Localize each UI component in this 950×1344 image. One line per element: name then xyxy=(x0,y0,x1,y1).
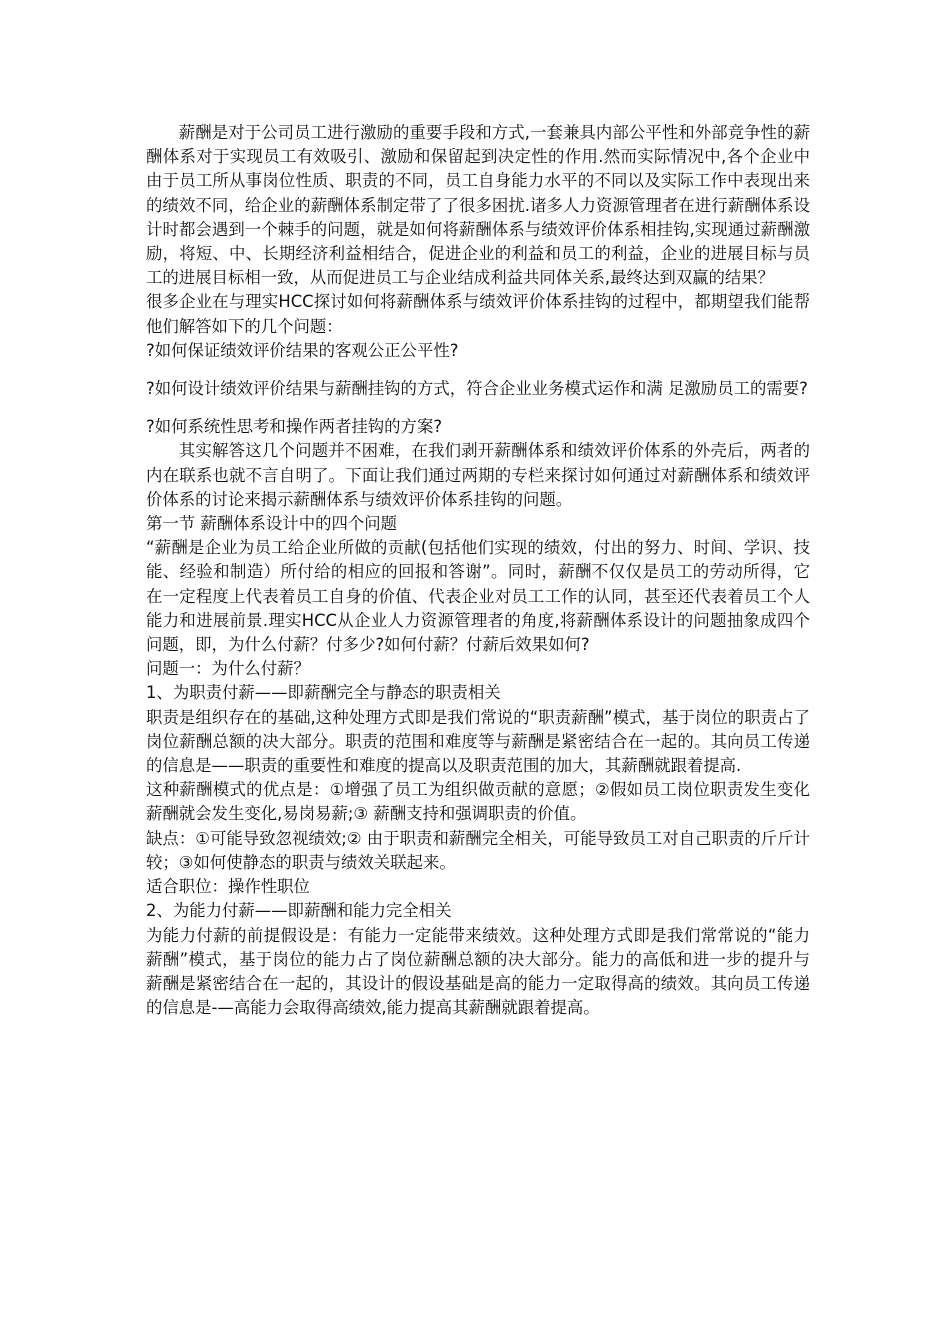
subheading-ability-pay: 2、为能力付薪——即薪酬和能力完全相关 xyxy=(146,901,452,921)
question-3: ?如何系统性思考和操作两者挂钩的方案? xyxy=(146,417,443,437)
paragraph-definition: “薪酬是企业为员工给企业所做的贡献(包括他们实现的绩效，付出的努力、时间、学识、技能、经验和制造）所付给的相应的回报和答谢”。同时，薪酬不仅仅是员工的劳动所得，它在一定程度上代表着员工自身的价值、代表企业对员工工作的认同，甚至还代表着员工个人能力和进展前景.理实HCC从企业人力资源管理者的角度,将薪酬体系设计的问题抽象成四个问题，即，为什么付薪？付多少?如何付薪？付薪后效果如何? xyxy=(146,538,810,655)
question-2: ?如何设计绩效评价结果与薪酬挂钩的方式，符合企业业务模式运作和满 足激励员工的需要? xyxy=(146,379,808,399)
paragraph-intro: 薪酬是对于公司员工进行激励的重要手段和方式,一套兼具内部公平性和外部竞争性的薪酬体系对于实现员工有效吸引、激励和保留起到决定性的作用.然而实际情况中,各个企业中由于员工所从事岗位性质、职责的不同，员工自身能力水平的不同以及实际工作中表现出来的绩效不同，给企业的薪酬体系制定带了了很多困扰.诸多人力资源管理者在进行薪酬体系设计时都会遇到一个棘手的问题，就是如何将薪酬体系与绩效评价体系相挂钩,实现通过薪酬激励，将短、中、长期经济利益相结合，促进企业的利益和员工的利益，企业的进展目标与员工的进展目标相一致，从而促进员工与企业结成利益共同体关系,最终达到双赢的结果？ xyxy=(146,123,810,288)
problem-heading: 问题一：为什么付薪？ xyxy=(146,659,310,679)
paragraph-ability-pay: 为能力付薪的前提假设是：有能力一定能带来绩效。这种处理方式即是我们常常说的“能力薪酬”模式，基于岗位的能力占了岗位薪酬总额的决大部分。能力的高低和进一步的提升与薪酬是紧密结合在一起的，其设计的假设基础是高的能力一定取得高的绩效。其向员工传递的信息是-—高能力会取得高绩效,能力提高其薪酬就跟着提高。 xyxy=(146,925,810,1018)
paragraph-answer: 其实解答这几个问题并不困难，在我们剥开薪酬体系和绩效评价体系的外壳后，两者的内在联系也就不言自明了。下面让我们通过两期的专栏来探讨如何通过对薪酬体系和绩效评价体系的讨论来揭示薪酬体系与绩效评价体系挂钩的问题。 xyxy=(146,441,810,509)
paragraph-advantages: 这种薪酬模式的优点是：①增强了员工为组织做贡献的意愿；②假如员工岗位职责发生变化薪酬就会发生变化,易岗易薪;③ 薪酬支持和强调职责的价值。 xyxy=(146,780,810,824)
paragraph-questions-intro: 很多企业在与理实HCC探讨如何将薪酬体系与绩效评价体系挂钩的过程中，都期望我们能帮他们解答如下的几个问题： xyxy=(146,292,810,336)
section-heading: 第一节 薪酬体系设计中的四个问题 xyxy=(146,514,398,534)
paragraph-duty-pay: 职责是组织存在的基础,这种处理方式即是我们常说的“职责薪酬”模式，基于岗位的职责占了岗位薪酬总额的决大部分。职责的范围和难度等与薪酬是紧密结合在一起的。其向员工传递的信息是——职责的重要性和难度的提高以及职责范围的加大，其薪酬就跟着提高. xyxy=(146,707,810,776)
paragraph-suitable-position: 适合职位：操作性职位 xyxy=(146,877,310,897)
question-1: ?如何保证绩效评价结果的客观公正公平性? xyxy=(146,340,459,360)
paragraph-disadvantages: 缺点：①可能导致忽视绩效;② 由于职责和薪酬完全相关，可能导致员工对自己职责的斤斤计较；③如何使静态的职责与绩效关联起来。 xyxy=(146,828,810,872)
subheading-duty-pay: 1、为职责付薪——即薪酬完全与静态的职责相关 xyxy=(146,683,501,703)
